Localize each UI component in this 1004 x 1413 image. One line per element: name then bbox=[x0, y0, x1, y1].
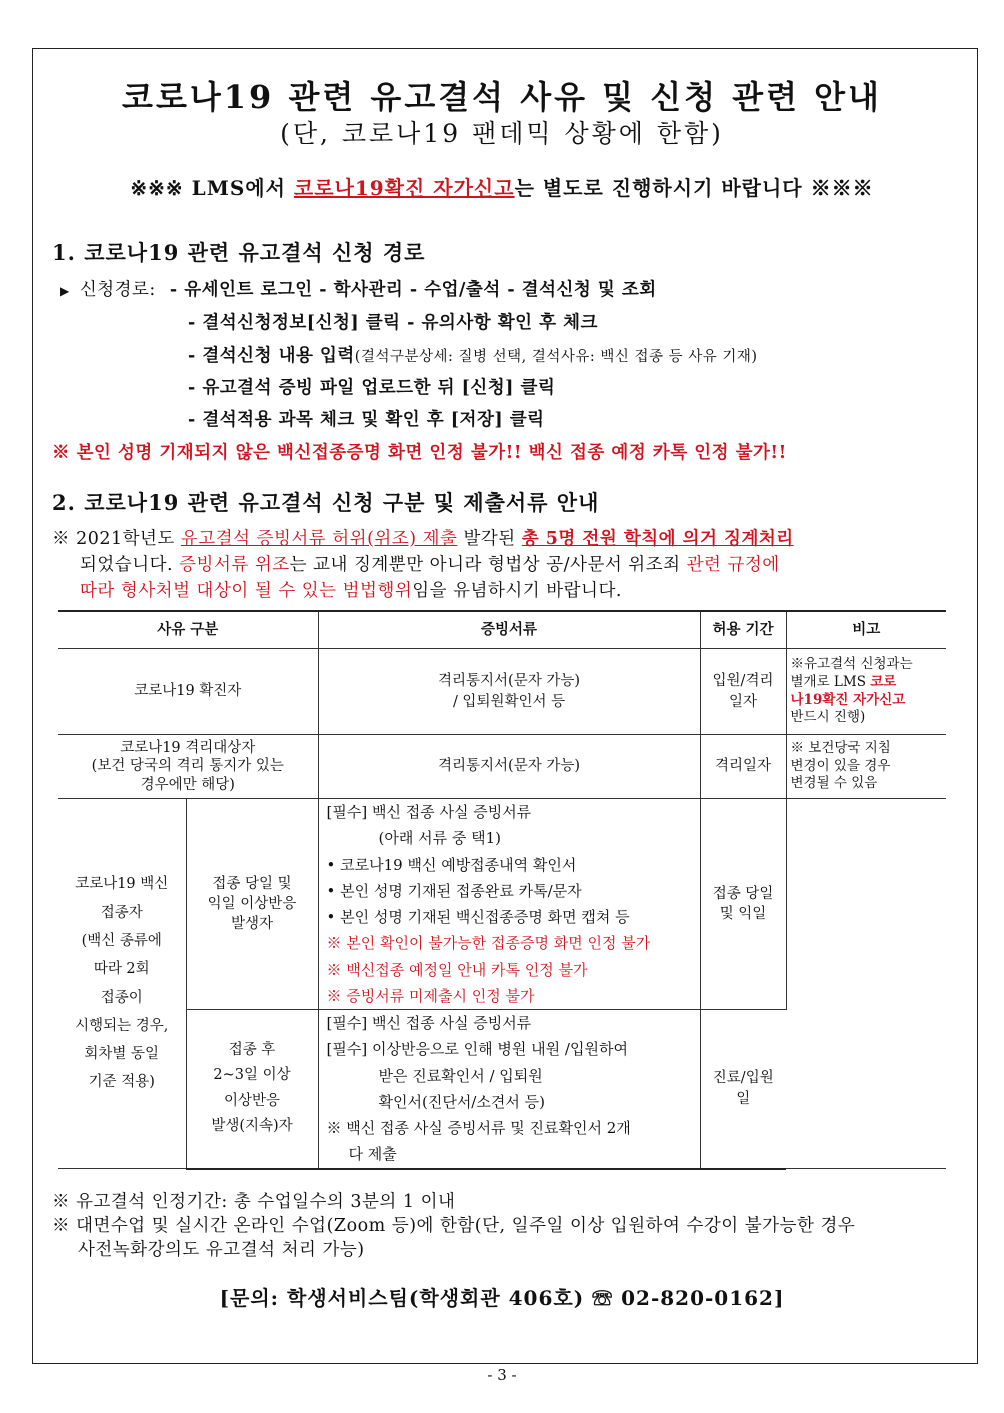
row3-note bbox=[786, 799, 946, 1169]
route-step-3: - 결석신청 내용 입력 bbox=[188, 346, 355, 366]
requirements-table bbox=[58, 610, 946, 1170]
page-title: 코로나19 관련 유고결석 사유 및 신청 관련 안내 bbox=[122, 78, 882, 116]
para-part: ※ 2021학년도 bbox=[52, 529, 181, 549]
para-forgery: 유고결석 증빙서류 허위(위조) 제출 bbox=[180, 529, 458, 549]
doc-line: (아래 서류 중 택1) bbox=[378, 829, 502, 848]
notice-suffix: 는 별도로 진행하시기 바랍니다 ※※※ bbox=[514, 176, 874, 200]
doc-line: [필수] 이상반응으로 인해 병원 내원 /입원하여 bbox=[326, 1040, 628, 1059]
doc-line: 확인서(진단서/소견서 등) bbox=[378, 1092, 545, 1111]
telephone-icon: ☏ bbox=[592, 1286, 614, 1310]
notice-highlight: 코로나19확진 자가신고 bbox=[293, 176, 515, 200]
contact-line bbox=[0, 1282, 1004, 1311]
contact-phone: 02-820-0162] bbox=[621, 1286, 785, 1310]
route-row-1 bbox=[60, 276, 657, 301]
row1-note-text: ※유고결석 신청과는 별개로 LMS bbox=[790, 656, 913, 690]
row3-sub1-reason: 접종 당일 및 익일 이상반응 발생자 bbox=[186, 799, 318, 1010]
row2-note: ※ 보건당국 지침 변경이 있을 경우 변경될 수 있음 bbox=[786, 735, 946, 799]
route-step-2: - 결석신청정보[신청] 클릭 - 유의사항 확인 후 체크 bbox=[188, 313, 598, 333]
route-step-4: - 유고결석 증빙 파일 업로드한 뒤 [신청] 클릭 bbox=[188, 378, 556, 398]
row1-period: 입원/격리 일자 bbox=[700, 649, 786, 735]
row3-sub2-documents bbox=[318, 1010, 700, 1169]
doc-line: • 본인 성명 기재된 백신접종증명 화면 캡쳐 등 bbox=[326, 908, 630, 926]
row2-documents: 격리통지서(문자 가능) bbox=[318, 735, 700, 799]
row1-doc-line: / 입퇴원확인서 등 bbox=[452, 693, 566, 710]
col-header-reason: 사유 구분 bbox=[58, 611, 318, 649]
doc-line: 다 제출 bbox=[348, 1145, 397, 1164]
row3-sub2-reason: 접종 후 2~3일 이상 이상반응 발생(지속)자 bbox=[186, 1010, 318, 1169]
section2-heading: 2. 코로나19 관련 유고결석 신청 구분 및 제출서류 안내 bbox=[52, 490, 600, 515]
footnote-scope-line1: ※ 대면수업 및 실시간 온라인 수업(Zoom 등)에 한함(단, 일주일 이상 입원하여 수강이 불가능한 경우 bbox=[52, 1216, 856, 1236]
para-red: 관련 규정에 bbox=[686, 555, 780, 575]
doc-line: [필수] 백신 접종 사실 증빙서류 bbox=[326, 1014, 532, 1032]
row3-reason: 코로나19 백신 접종자 (백신 종류에 따라 2회 접종이 시행되는 경우, 회차별 동일 기준 적용) bbox=[58, 799, 186, 1169]
row1-note bbox=[786, 649, 946, 735]
col-header-period: 허용 기간 bbox=[700, 611, 786, 649]
footnote-period: ※ 유고결석 인정기간: 총 수업일수의 3분의 1 이내 bbox=[52, 1192, 456, 1212]
row3-sub2-period: 진료/입원 일 bbox=[700, 1010, 786, 1169]
row1-note-text: 반드시 진행) bbox=[790, 709, 866, 726]
triangle-right-icon: ▶ bbox=[60, 284, 70, 298]
para-part: 발각된 bbox=[457, 529, 522, 549]
doc-line: 받은 진료확인서 / 입퇴원 bbox=[378, 1066, 543, 1085]
para-part: 되었습니다. bbox=[80, 555, 180, 575]
row3-sub1-period: 접종 당일 및 익일 bbox=[700, 799, 786, 1010]
table-row bbox=[58, 649, 946, 735]
para-red: 증빙서류 위조 bbox=[179, 555, 290, 575]
lms-notice bbox=[0, 172, 1004, 201]
table-row bbox=[58, 799, 946, 1010]
notice-prefix: ※※※ LMS에서 bbox=[130, 176, 294, 200]
row1-reason: 코로나19 확진자 bbox=[58, 649, 318, 735]
section1-warning: ※ 본인 성명 기재되지 않은 백신접종증명 화면 인정 불가!! 백신 접종 예정 카톡 인정 불가!! bbox=[52, 443, 787, 463]
footnote-scope-line2: 사전녹화강의도 유고결석 처리 가능) bbox=[78, 1240, 365, 1260]
contact-text: [문의: 학생서비스팀(학생회관 406호) bbox=[219, 1286, 593, 1310]
table-header-row bbox=[58, 611, 946, 649]
row1-note-red: 코로 나19확진 자가신고 bbox=[790, 673, 906, 708]
row3-sub1-documents bbox=[318, 799, 700, 1010]
doc-line: [필수] 백신 접종 사실 증빙서류 bbox=[326, 803, 532, 821]
doc-line-red: ※ 백신접종 예정일 안내 카톡 인정 불가 bbox=[326, 960, 588, 979]
route-step-1: - 유세인트 로그인 - 학사관리 - 수업/출석 - 결석신청 및 조회 bbox=[169, 280, 657, 300]
doc-line: • 본인 성명 기재된 접종완료 카톡/문자 bbox=[326, 881, 582, 900]
row1-documents bbox=[318, 649, 700, 735]
para-red: 따라 형사처벌 대상이 될 수 있는 범법행위 bbox=[80, 581, 413, 601]
disciplinary-para-line3 bbox=[80, 577, 622, 602]
row1-doc-line: 격리통지서(문자 가능) bbox=[438, 673, 581, 690]
col-header-note: 비고 bbox=[786, 611, 946, 649]
doc-line-red: ※ 본인 확인이 불가능한 접종증명 화면 인정 불가 bbox=[326, 934, 651, 953]
route-step-3-note: (결석구분상세: 질병 선택, 결석사유: 백신 접종 등 사유 기재) bbox=[354, 349, 758, 365]
section1-heading: 1. 코로나19 관련 유고결석 신청 경로 bbox=[52, 240, 426, 265]
para-discipline: 총 5명 전원 학칙에 의거 징계처리 bbox=[521, 529, 794, 549]
disciplinary-para-line2 bbox=[80, 551, 780, 576]
route-label: 신청경로: bbox=[79, 280, 156, 300]
page-subtitle: (단, 코로나19 팬데믹 상황에 한함) bbox=[280, 119, 724, 148]
route-step-3-row bbox=[188, 342, 758, 367]
doc-line: • 코로나19 백신 예방접종내역 확인서 bbox=[326, 855, 577, 874]
para-part: 임을 유념하시기 바랍니다. bbox=[412, 581, 622, 601]
route-step-5: - 결석적용 과목 체크 및 확인 후 [저장] 클릭 bbox=[188, 410, 545, 430]
para-part: 는 교내 징계뿐만 아니라 형법상 공/사문서 위조죄 bbox=[289, 555, 687, 575]
page-number: - 3 - bbox=[487, 1366, 517, 1384]
disciplinary-para-line1 bbox=[52, 525, 794, 550]
doc-line: ※ 백신 접종 사실 증빙서류 및 진료확인서 2개 bbox=[326, 1119, 631, 1137]
row2-reason: 코로나19 격리대상자 (보건 당국의 격리 통지가 있는 경우에만 해당) bbox=[58, 735, 318, 799]
col-header-documents: 증빙서류 bbox=[318, 611, 700, 649]
table-row bbox=[58, 735, 946, 799]
row2-period: 격리일자 bbox=[700, 735, 786, 799]
doc-line-red: ※ 증빙서류 미제출시 인정 불가 bbox=[326, 986, 535, 1005]
